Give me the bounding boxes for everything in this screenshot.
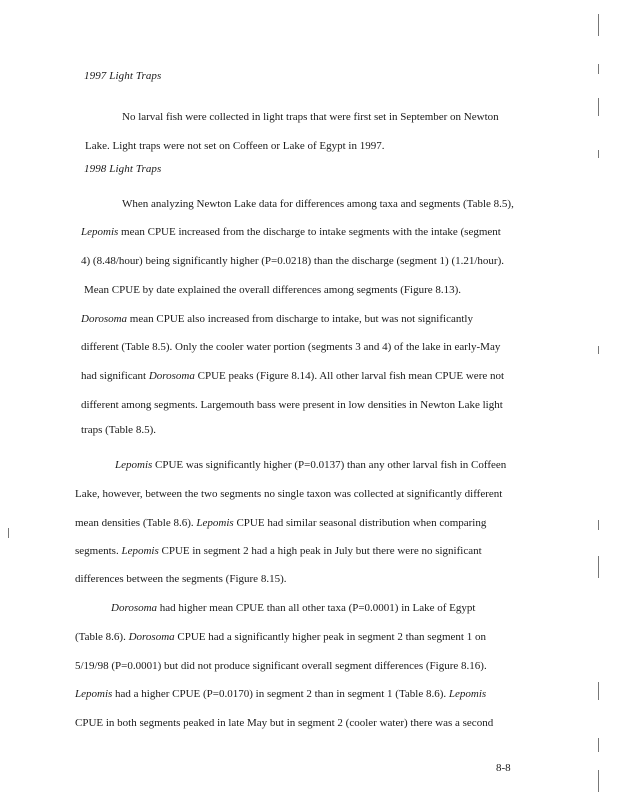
text-line: When analyzing Newton Lake data for differences among taxa and segments (Table 8.5), xyxy=(122,198,514,210)
genus-name: Dorosoma xyxy=(81,313,128,325)
scan-mark xyxy=(598,14,599,36)
text-line: different among segments. Largemouth bass were present in low densities in Newton Lake light xyxy=(81,399,503,411)
genus-name: Lepomis xyxy=(448,688,487,700)
section-heading-1998: 1998 Light Traps xyxy=(84,163,162,175)
genus-name: Dorosoma xyxy=(148,370,195,382)
text-line: Lepomis had a higher CPUE (P=0.0170) in segment 2 than in segment 1 (Table 8.6). Lepomis xyxy=(75,688,487,700)
text-line: Lepomis CPUE was significantly higher (P=0.0137) than any other larval fish in Coffeen xyxy=(115,459,507,471)
genus-name: Lepomis xyxy=(115,459,153,471)
text-line: CPUE in both segments peaked in late May but in segment 2 (cooler water) there was a second xyxy=(75,717,494,729)
genus-name: Lepomis xyxy=(81,226,119,238)
scan-mark xyxy=(8,528,9,538)
text-line: different (Table 8.5). Only the cooler water portion (segments 3 and 4) of the lake in early-May xyxy=(81,341,501,353)
text-line: differences between the segments (Figure 8.15). xyxy=(75,573,287,585)
text-line: Lake. Light traps were not set on Coffeen or Lake of Egypt in 1997. xyxy=(85,140,385,152)
text-line: (Table 8.6). Dorosoma CPUE had a significantly higher peak in segment 2 than segment 1 on xyxy=(75,631,486,643)
text-line: 4) (8.48/hour) being significantly higher (P=0.0218) than the discharge (segment 1) (1.21/hour). xyxy=(81,255,504,267)
scan-mark xyxy=(598,738,599,752)
scan-mark xyxy=(598,98,599,116)
text-line: segments. Lepomis CPUE in segment 2 had a high peak in July but there were no significant xyxy=(75,545,482,557)
text-line: Dorosoma mean CPUE also increased from discharge to intake, but was not significantly xyxy=(81,313,473,325)
scan-edge-marks xyxy=(596,0,602,800)
genus-name: Lepomis xyxy=(196,517,234,529)
text-line: No larval fish were collected in light traps that were first set in September on Newton xyxy=(122,111,499,123)
text-line: 5/19/98 (P=0.0001) but did not produce significant overall segment differences (Figure 8.16). xyxy=(75,660,487,672)
page-number: 8-8 xyxy=(496,762,511,774)
scan-mark xyxy=(598,150,599,158)
scan-mark xyxy=(598,520,599,530)
scan-mark xyxy=(598,346,599,354)
text-line: Dorosoma had higher mean CPUE than all other taxa (P=0.0001) in Lake of Egypt xyxy=(111,602,476,614)
text-line: traps (Table 8.5). xyxy=(81,424,156,436)
text-line: Mean CPUE by date explained the overall differences among segments (Figure 8.13). xyxy=(84,284,462,296)
scan-mark xyxy=(598,770,599,792)
genus-name: Dorosoma xyxy=(128,631,175,643)
text-line: Lepomis mean CPUE increased from the discharge to intake segments with the intake (segment xyxy=(81,226,501,238)
scan-mark xyxy=(598,64,599,74)
genus-name: Lepomis xyxy=(75,688,113,700)
text-line: Lake, however, between the two segments no single taxon was collected at significantly different xyxy=(75,488,503,500)
text-line: mean densities (Table 8.6). Lepomis CPUE had similar seasonal distribution when comparing xyxy=(75,517,487,529)
text-line: had significant Dorosoma CPUE peaks (Figure 8.14). All other larval fish mean CPUE were not xyxy=(81,370,505,382)
scan-mark xyxy=(598,682,599,700)
section-heading-1997: 1997 Light Traps xyxy=(84,70,162,82)
genus-name: Lepomis xyxy=(121,545,159,557)
scan-mark xyxy=(598,556,599,578)
genus-name: Dorosoma xyxy=(111,602,158,614)
